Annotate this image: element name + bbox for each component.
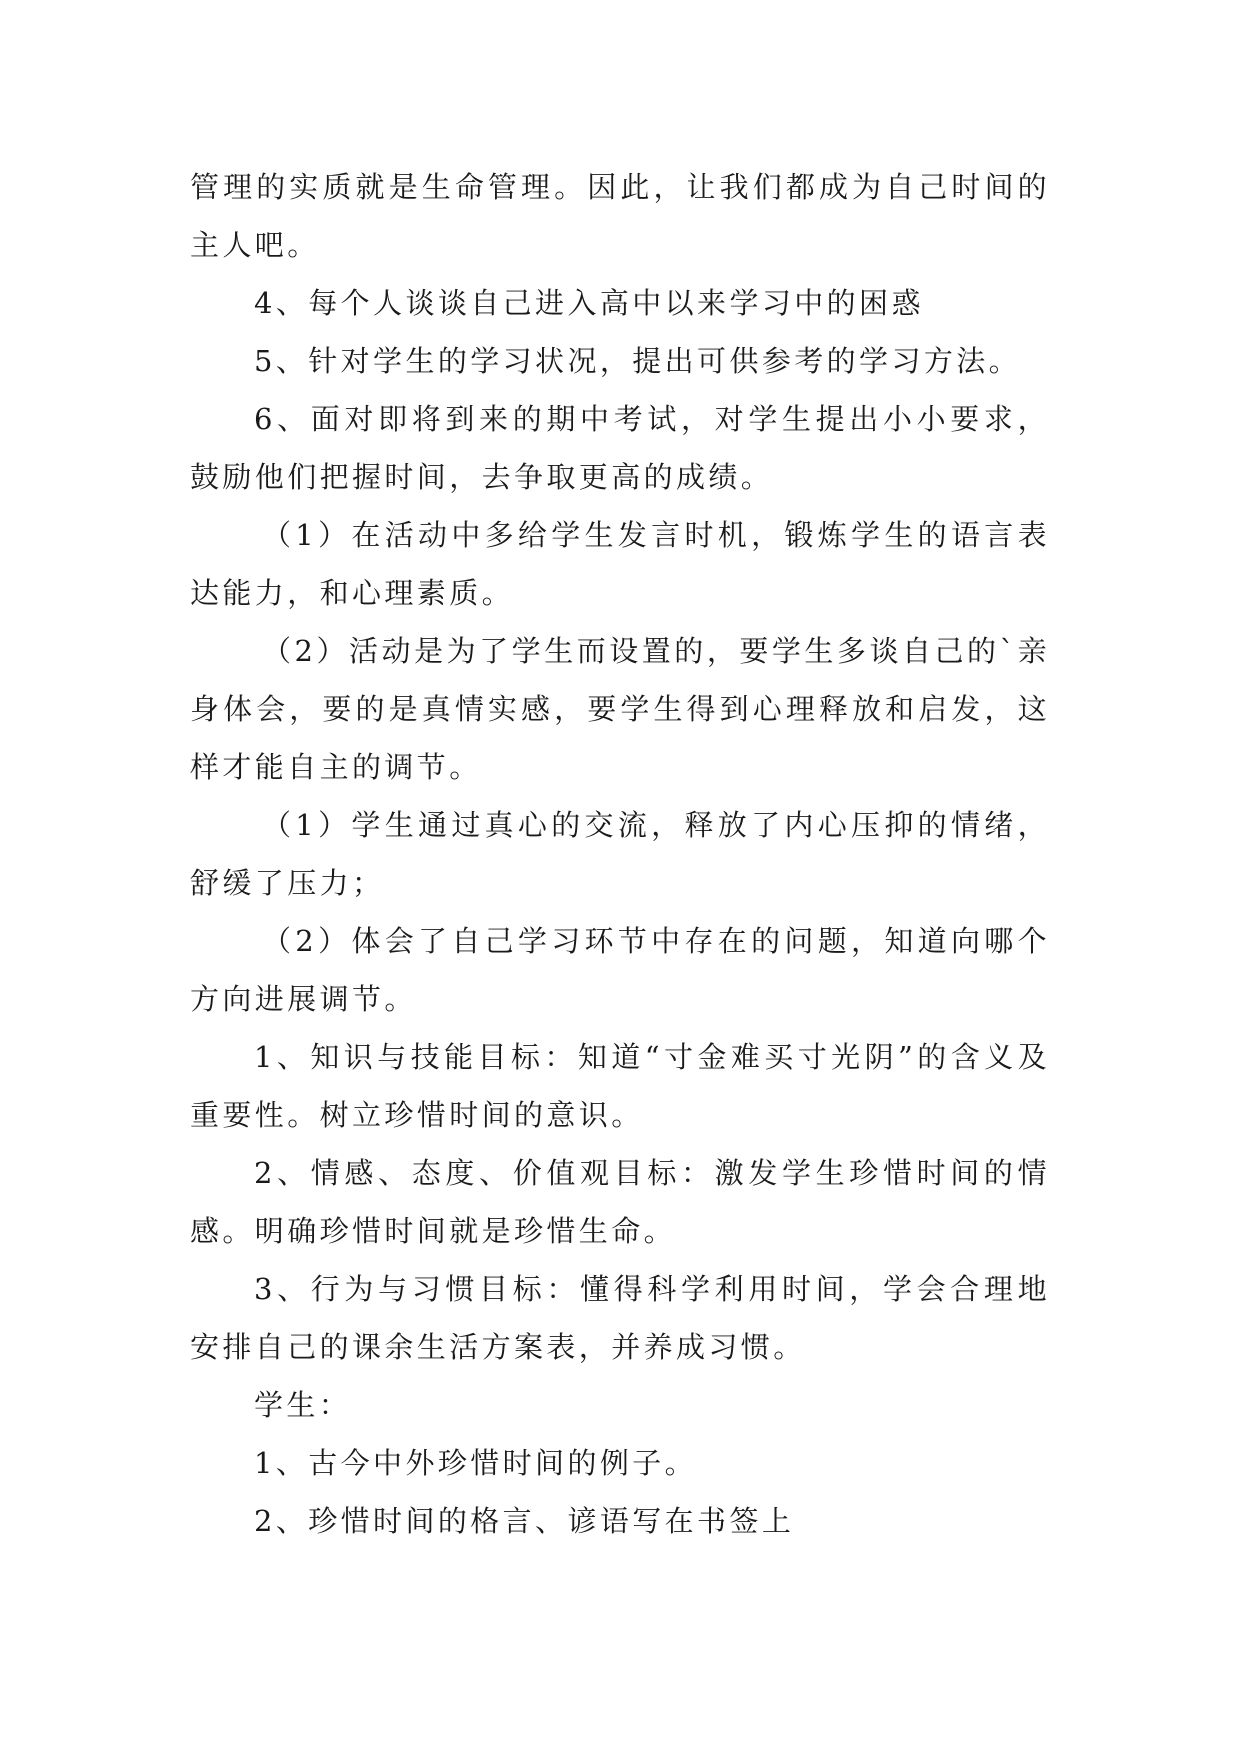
paragraph-7: （1）学生通过真心的交流，释放了内心压抑的情绪，舒缓了压力； <box>190 808 1050 900</box>
paragraph-8: （2）体会了自己学习环节中存在的问题，知道向哪个方向进展调节。 <box>190 924 1050 1016</box>
paragraph-4: 6、面对即将到来的期中考试，对学生提出小小要求，鼓励他们把握时间，去争取更高的成绩。 <box>190 402 1050 494</box>
paragraph-13: 1、古今中外珍惜时间的例子。 <box>254 1446 698 1480</box>
paragraph-10: 2、情感、态度、价值观目标：激发学生珍惜时间的情感。明确珍惜时间就是珍惜生命。 <box>190 1156 1050 1248</box>
document-body <box>190 158 1050 1550</box>
paragraph-9: 1、知识与技能目标：知道“寸金难买寸光阴”的含义及重要性。树立珍惜时间的意识。 <box>190 1040 1050 1132</box>
paragraph-2: 4、每个人谈谈自己进入高中以来学习中的困惑 <box>254 286 924 320</box>
paragraph-3: 5、针对学生的学习状况，提出可供参考的学习方法。 <box>254 344 1022 378</box>
paragraph-12: 学生： <box>254 1388 352 1422</box>
paragraph-1: 管理的实质就是生命管理。因此，让我们都成为自己时间的主人吧。 <box>190 170 1050 262</box>
paragraph-14: 2、珍惜时间的格言、谚语写在书签上 <box>254 1504 795 1538</box>
paragraph-6: （2）活动是为了学生而设置的，要学生多谈自己的`亲身体会，要的是真情实感，要学生得到心理释放和启发，这样才能自主的调节。 <box>190 634 1050 784</box>
paragraph-5: （1）在活动中多给学生发言时机，锻炼学生的语言表达能力，和心理素质。 <box>190 518 1050 610</box>
paragraph-11: 3、行为与习惯目标：懂得科学利用时间，学会合理地安排自己的课余生活方案表，并养成习惯。 <box>190 1272 1050 1364</box>
